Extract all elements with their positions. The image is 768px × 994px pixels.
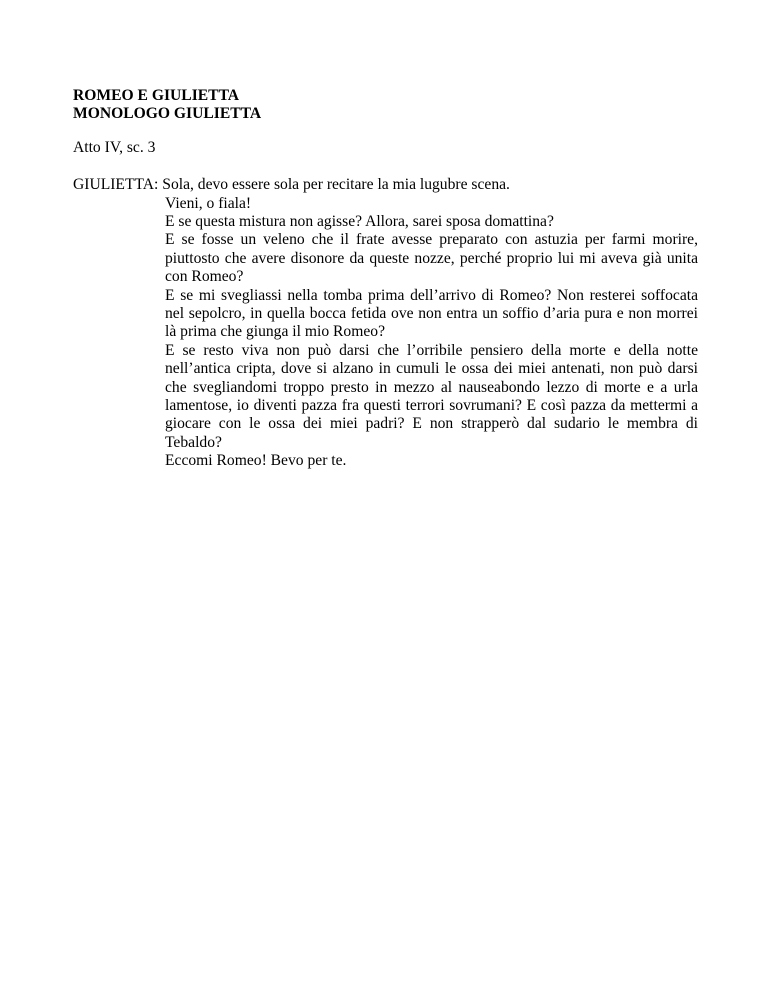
document-page (73, 87, 698, 471)
monologue-first-line (158, 176, 510, 194)
document-subtitle: MONOLOGO GIULIETTA (73, 105, 262, 123)
monologue-body (165, 195, 698, 471)
document-title: ROMEO E GIULIETTA (73, 87, 240, 104)
monologue-paragraph: E se mi svegliassi nella tomba prima dell’arrivo di Romeo? Non resterei soffocata nel sepolcro, in quella bocca fetida ove non entra un soffio d’aria pura e non morrei là prima che giunga il mio Romeo? (165, 286, 698, 341)
monologue-paragraph: E se fosse un veleno che il frate avesse preparato con astuzia per farmi morire, piuttosto che avere disonore da queste nozze, perché proprio lui mi aveva già unita con Romeo? (165, 231, 698, 286)
monologue-paragraph: Eccomi Romeo! Bevo per te. (165, 452, 347, 470)
act-scene-heading: Atto IV, sc. 3 (73, 138, 156, 156)
monologue-paragraph: E se questa mistura non agisse? Allora, sarei sposa domattina? (165, 212, 554, 230)
monologue (73, 176, 698, 471)
monologue-paragraph: E se resto viva non può darsi che l’orribile pensiero della morte e della notte nell’antica cripta, dove si alzano in cumuli le ossa dei miei antenati, non può darsi che svegliandomi troppo presto in mezzo al nauseabondo lezzo di morte e a urla lamentose, io diventi pazza fra questi terrori sovrumani? E così pazza da mettermi a giocare con le ossa dei miei padri? E non strapperò dal sudario le membra di Tebaldo? (165, 341, 698, 451)
speaker-name: GIULIETTA: (73, 176, 159, 194)
monologue-paragraph: Vieni, o fiala! (165, 194, 252, 212)
speaker-line (73, 176, 698, 194)
first-line-text: Sola, devo essere sola per recitare la mia lugubre scena. (162, 176, 510, 194)
